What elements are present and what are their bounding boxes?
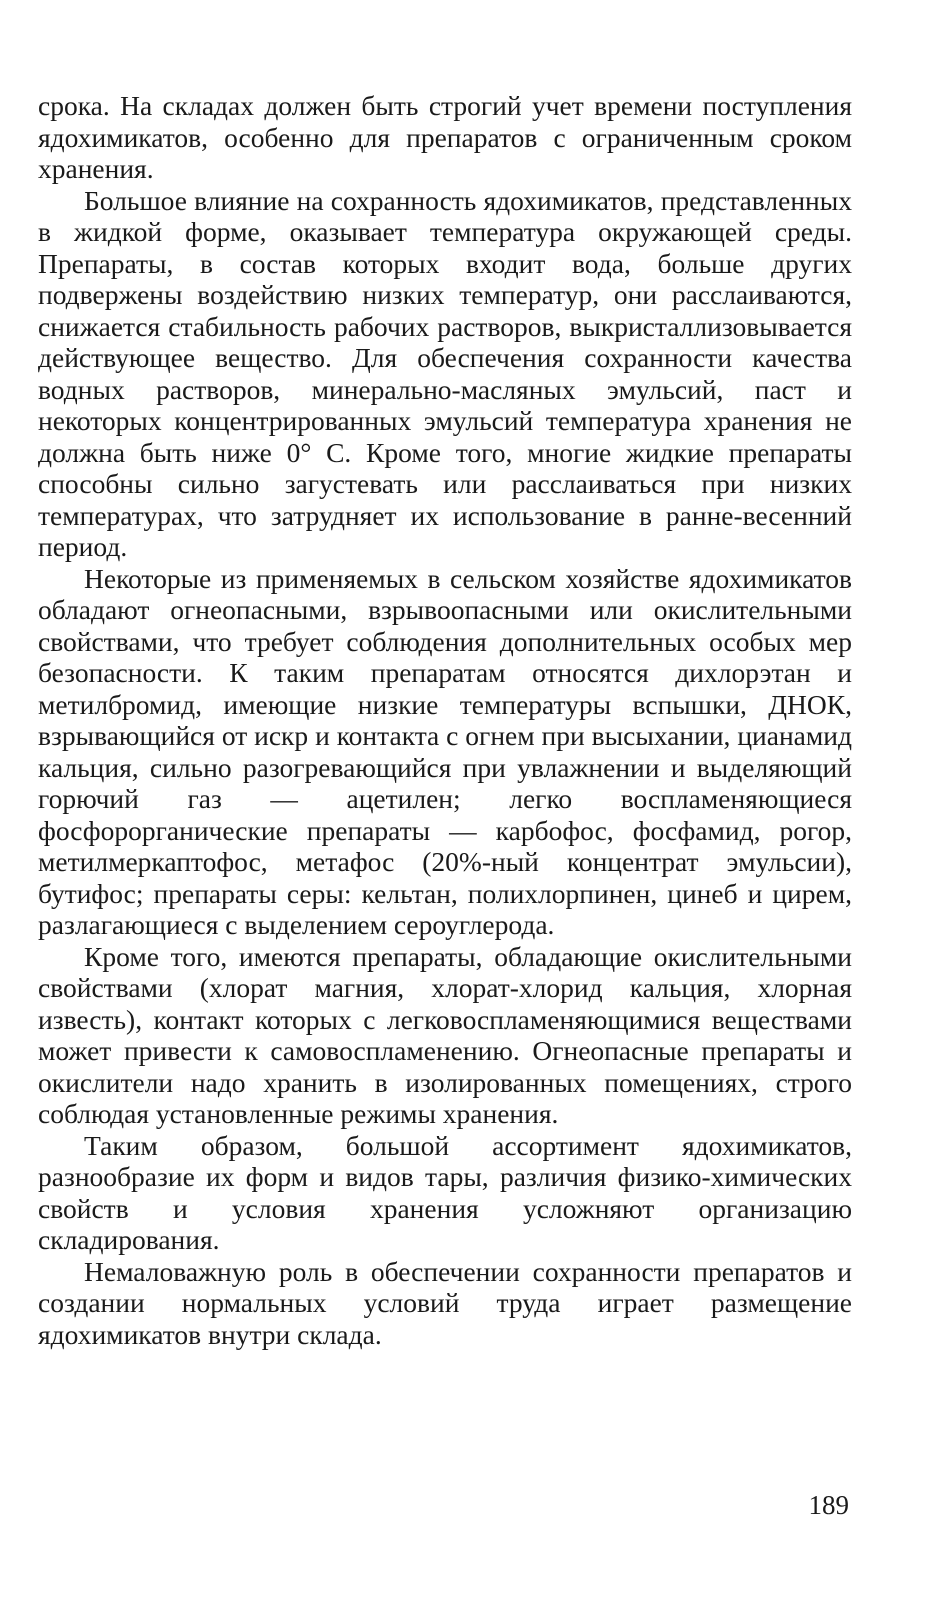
- paragraph-continued: срока. На складах должен быть строгий учет времени поступления ядохимикатов, особенно для препаратов с ограниченным сроком хранения.: [38, 90, 852, 184]
- page-number: 189: [808, 1490, 849, 1520]
- page-body: [38, 90, 852, 1350]
- paragraph-oxidizers: Кроме того, имеются препараты, обладающие окислительными свойствами (хлорат магния, хлорат-хлорид кальция, хлорная известь), контакт которых с легковоспламеняющимися веществами может привести к самовоспламенению. Огнеопасные препараты и окислители надо хранить в изолированных помещениях, строго соблюдая установленные режимы хранения.: [38, 940, 852, 1129]
- paragraph-flammable: Некоторые из применяемых в сельском хозяйстве ядохимикатов обладают огнеопасными, взрывоопасными или окислительными свойствами, что требует соблюдения дополнительных особых мер безопасности. К таким препаратам относятся дихлорэтан и метилбромид, имеющие низкие температуры вспышки, ДНОК, взрывающийся от искр и контакта с огнем при высыхании, цианамид кальция, сильно разогревающийся при увлажнении и выделяющий горючий газ — ацетилен; легко воспламеняющиеся фосфорорганические препараты — карбофос, фосфамид, рогор, метилмеркаптофос, метафос (20%-ный концентрат эмульсии), бутифос; препараты серы: кельтан, полихлорпинен, цинеб и цирем, разлагающиеся с выделением сероуглерода.: [38, 562, 852, 940]
- paragraph-temperature: Большое влияние на сохранность ядохимикатов, представленных в жидкой форме, оказывает температура окружающей среды. Препараты, в состав которых входит вода, больше других подвержены воздействию низких температур, они расслаиваются, снижается стабильность рабочих растворов, выкристаллизовывается действующее вещество. Для обеспечения сохранности качества водных растворов, минерально-масляных эмульсий, паст и некоторых концентрированных эмульсий температура хранения не должна быть ниже 0° С. Кроме того, многие жидкие препараты способны сильно загустевать или расслаиваться при низких температурах, что затрудняет их использование в ранне-весенний период.: [38, 184, 852, 562]
- paragraph-summary: Таким образом, большой ассортимент ядохимикатов, разнообразие их форм и видов тары, различия физико-химических свойств и условия хранения усложняют организацию складирования.: [38, 1129, 852, 1255]
- paragraph-placement: Немаловажную роль в обеспечении сохранности препаратов и создании нормальных условий труда играет размещение ядохимикатов внутри склада.: [38, 1255, 852, 1350]
